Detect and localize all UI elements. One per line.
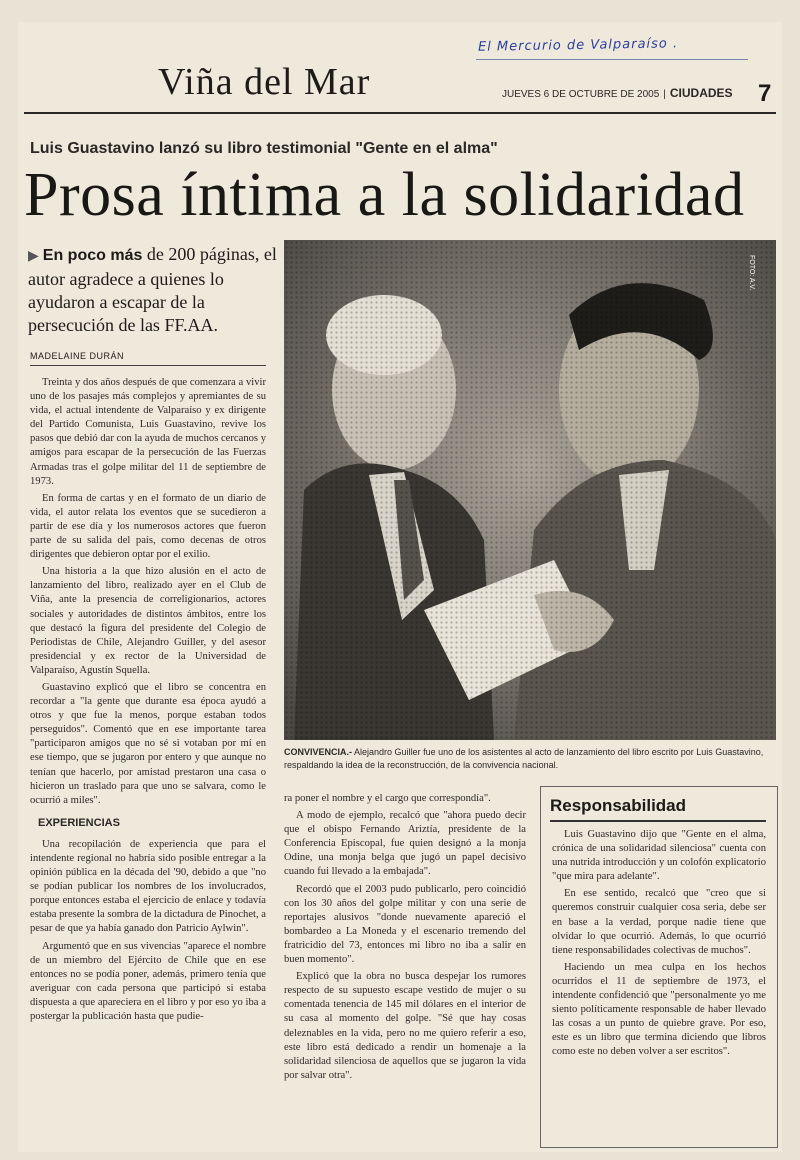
body-paragraph: A modo de ejemplo, recalcó que "ahora puedo decir que el obispo Fernando Ariztía, presidente de la Conferencia Episcopal, fue quien designó a la monja Odine, una monja belga que jugó un papel decisivo cuando fui llevado a la embajada". bbox=[284, 810, 526, 878]
sidebar-paragraph: Luis Guastavino dijo que "Gente en el alma, crónica de una solidaridad silenciosa" cuenta con una nutrida introducción y un colofón explicatorio "que mira para adelante". bbox=[552, 829, 766, 883]
byline-rule bbox=[30, 365, 266, 366]
header-rule bbox=[24, 112, 776, 114]
body-paragraph: Recordó que el 2003 pudo publicarlo, pero coincidió con los 30 años del golpe militar y con una serie de reportajes alusivos "donde nuevamente apareció el bombardeo a La Moneda y el escenario tremendo del fratricidio del 73, entonces mi libro no iba a salir en buen momento". bbox=[284, 883, 526, 966]
body-paragraph: Argumentó que en sus vivencias "aparece el nombre de un miembro del Ejército de Chile que en ese entonces no se podía poner, además, primero tenía que averiguar con cada persona que participó si estaba dispuesta a que apareciera en el libro y por eso yo iba a postergar la publicación hasta que pudie- bbox=[30, 940, 266, 1023]
caption-label: CONVIVENCIA.- bbox=[284, 747, 353, 757]
section-name: Viña del Mar bbox=[158, 61, 371, 103]
lead-text: de 200 páginas, el autor agradece a quienes lo ayudaron a escapar de la persecución de las FF.AA. bbox=[28, 244, 277, 335]
sidebar-body bbox=[552, 828, 766, 1063]
lead-strong: En poco más bbox=[42, 247, 143, 264]
body-paragraph: Treinta y dos años después de que comenzara a vivir uno de los pasajes más complejos y apremiantes de su vida, el actual intendente de Valparaíso y ex dirigente del Partido Comunista, Luis Guastavino, revive los pasos que debió dar con la ayuda de muchos cercanos y amigos para escapar de la persecución de las Fuerzas Armadas tras el golpe militar del 11 de septiembre de 1973. bbox=[30, 377, 266, 487]
column-2 bbox=[284, 792, 526, 1086]
body-paragraph: Guastavino explicó que el libro se concentra en recordar a "la gente que durante esa época ayudó a otros y que fue la menos, porque estaban todos perseguidos". Comentó que en ese importante tarea "participaron amigos que no sé si votaban por mí en ese tiempo, que se jugaron por entero y que aunque no tenían que hacerlo, por amistad prestaron una casa o hicieron un traslado para que uno se salvara, como le ocurrió a miles". bbox=[30, 681, 266, 806]
photo-illustration bbox=[284, 240, 776, 740]
body-paragraph: Una recopilación de experiencia que para el intendente regional no habría sido posible entregar a la opinión pública en la década del '90, debido a que "no se podían publicar los nombres de los involucrados, porque entonces estaba el ejercicio de enlace y todavía estaba presente la sombra de la dictadura de Pinochet, a pesar de que ya había ganado don Patricio Aylwin". bbox=[30, 838, 266, 935]
body-paragraph: En forma de cartas y en el formato de un diario de vida, el autor relata los eventos que se sucedieron a partir de ese día y los numerosos actores que fueron parte de su salida del país, como decenas de otros dirigentes que debieron optar por el exilio. bbox=[30, 492, 266, 561]
byline: MADELAINE DURÁN bbox=[30, 351, 125, 361]
dateline-separator: | bbox=[663, 89, 666, 100]
sidebar-paragraph: En ese sentido, recalcó que "creo que si queremos construir cualquier cosa seria, debe ser en base a la verdad, porque nadie tiene que olvidar lo que ocurrió. Además, lo que ocurrió tiene responsabilidades colectivas de muchos". bbox=[552, 888, 766, 956]
subhead: EXPERIENCIAS bbox=[38, 816, 120, 829]
section-tag: CIUDADES bbox=[669, 86, 733, 100]
column-1 bbox=[30, 376, 266, 1027]
body-paragraph: Explicó que la obra no busca despejar los rumores respecto de su supuesto escape vestido de mujer o su comentada tenencia de 145 mil dólares en el interior de su casa al momento del golpe. "Sé que hay cosas deleznables en la vida, pero no me quiero referir a eso, este libro está dedicado a rendir un homenaje a la solidaridad silenciosa de aquellos que se jugaron la vida por salvar otra". bbox=[284, 971, 526, 1081]
page-number: 7 bbox=[758, 80, 772, 107]
issue-date: JUEVES 6 DE OCTUBRE DE 2005 bbox=[502, 89, 660, 100]
body-paragraph: Una historia a la que hizo alusión en el acto de lanzamiento del libro, realizado ayer en el Club de Viña, ante la presencia de correligionarios, actores sociales y autoridades de distintos ámbitos, entre los que destacó la figura del presidente del Colegio de Periodistas de Chile, Alejandro Guiller, y del asesor presidencial y ex rector de la Universidad de Valparaíso, Agustín Squella. bbox=[30, 566, 266, 676]
article-lead bbox=[28, 243, 280, 337]
photo-caption bbox=[284, 746, 776, 772]
sidebar-rule bbox=[550, 820, 766, 822]
sidebar-paragraph: Haciendo un mea culpa en los hechos ocurridos el 11 de septiembre de 1973, el intendente confidenció que "personalmente yo me siento políticamente responsable de haber llevado las cosas a un punto de quiebre grave. Por eso, este es un libro que termina diciendo que libros como este no deben volver a ser escritos". bbox=[552, 961, 766, 1058]
caption-text: Alejandro Guiller fue uno de los asistentes al acto de lanzamiento del libro escrito por Luis Guastavino, respaldando la idea de la reconstrucción, de la convivencia nacional. bbox=[284, 747, 764, 770]
article-headline: Prosa íntima a la solidaridad bbox=[24, 161, 745, 229]
handwritten-note: El Mercurio de Valparaíso . bbox=[477, 36, 679, 55]
handwritten-underline bbox=[476, 59, 748, 60]
sidebar-title: Responsabilidad bbox=[550, 796, 687, 815]
article-kicker: Luis Guastavino lanzó su libro testimonial "Gente en el alma" bbox=[30, 140, 498, 157]
body-paragraph: ra poner el nombre y el cargo que correspondía". bbox=[284, 793, 491, 804]
article-photo bbox=[284, 240, 776, 740]
lead-arrow-icon: ▶ bbox=[28, 249, 39, 264]
dateline bbox=[502, 86, 733, 100]
photo-credit: FOTO: A.V. bbox=[748, 255, 755, 291]
